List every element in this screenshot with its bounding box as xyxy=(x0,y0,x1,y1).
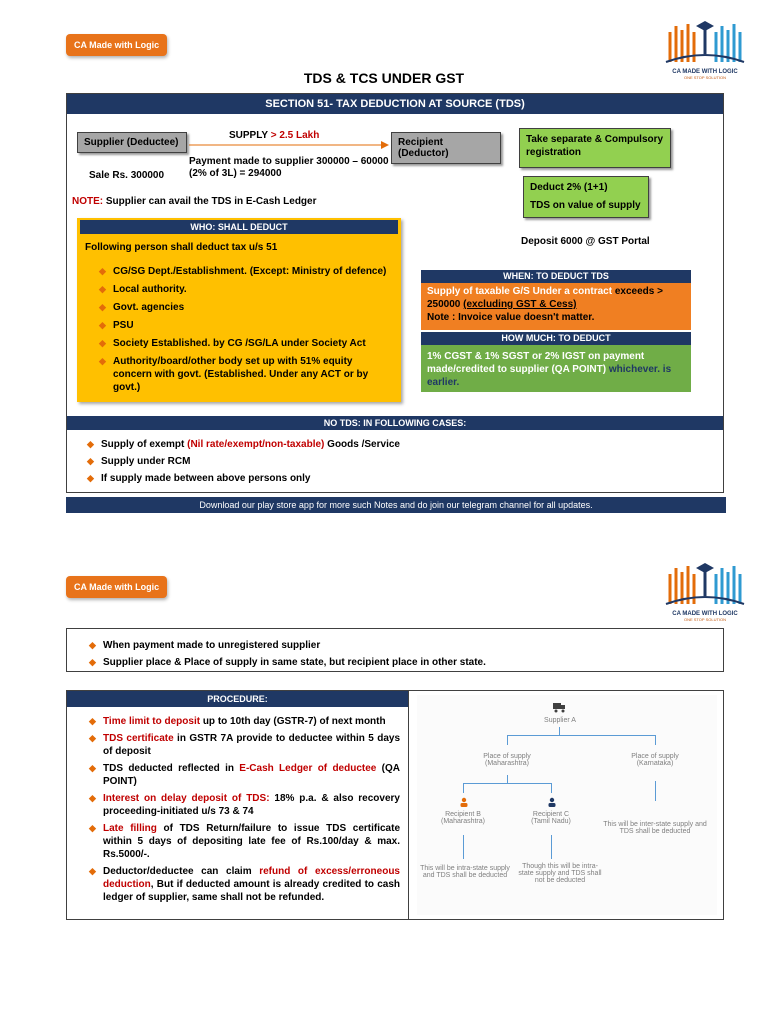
recipient-b-node: Recipient B (Maharashtra) xyxy=(441,811,485,825)
procedure-list xyxy=(67,707,408,904)
supply-label: SUPPLY > 2.5 Lakh xyxy=(229,130,320,141)
who-item: ◆ Govt. agencies xyxy=(99,302,185,313)
supply-diagram xyxy=(417,695,717,915)
logo-tagline: ONE STOP SOLUTION xyxy=(683,617,727,622)
footer-banner: Download our play store app for more such Notes and do join our telegram channel for all updates. xyxy=(66,497,726,513)
how-much-header: HOW MUCH: TO DEDUCT xyxy=(421,332,691,345)
brand-badge: CA Made with Logic xyxy=(66,34,167,56)
no-tds-item: ◆ If supply made between above persons only xyxy=(87,473,311,484)
diamond-bullet-icon: ◆ xyxy=(89,823,96,833)
connector-line xyxy=(463,783,551,784)
continued-cases-list xyxy=(67,629,723,669)
continued-cases-box xyxy=(66,628,724,672)
no-tds-header: NO TDS: IN FOLLOWING CASES: xyxy=(67,416,723,430)
when-box xyxy=(421,270,691,330)
no-tds-item: ◆ Supply of exempt (Nil rate/exempt/non-taxable) Goods /Service xyxy=(87,439,400,450)
pos-karnataka-node: Place of supply (Karnataka) xyxy=(631,753,679,767)
who-item: ◆ Society Established. by CG /SG/LA under Society Act xyxy=(99,338,366,349)
diamond-bullet-icon: ◆ xyxy=(89,793,96,803)
connector-line xyxy=(507,735,655,736)
logo-name: CA MADE WITH LOGIC xyxy=(672,69,738,75)
diamond-bullet-icon: ◆ xyxy=(89,640,96,650)
no-tds-item: ◆ Supplier place & Place of supply in same state, but recipient place in other state. xyxy=(89,657,486,668)
procedure-frame xyxy=(66,690,724,920)
diamond-bullet-icon: ◆ xyxy=(99,338,106,348)
diamond-bullet-icon: ◆ xyxy=(99,302,106,312)
recipient-c-node: Recipient C (Tamil Nadu) xyxy=(531,811,571,825)
procedure-item: ◆ Deductor/deductee can claim refund of excess/erroneous deduction, But if deducted amount is already credited to cash ledger of supplier, same shall not be refunded. xyxy=(89,866,400,903)
diamond-bullet-icon: ◆ xyxy=(89,657,96,667)
diamond-bullet-icon: ◆ xyxy=(99,284,106,294)
logo-tagline: ONE STOP SOLUTION xyxy=(683,75,727,80)
diamond-bullet-icon: ◆ xyxy=(89,763,96,773)
brand-logo xyxy=(660,18,750,78)
diamond-bullet-icon: ◆ xyxy=(87,456,94,466)
sale-text: Sale Rs. 300000 xyxy=(89,170,165,181)
diamond-bullet-icon: ◆ xyxy=(99,356,106,366)
diamond-bullet-icon: ◆ xyxy=(89,716,96,726)
procedure-header: PROCEDURE: xyxy=(67,691,408,707)
who-intro: Following person shall deduct tax u/s 51 xyxy=(85,242,278,253)
supply-arrow-icon xyxy=(189,140,389,150)
supplier-box: Supplier (Deductee) xyxy=(77,132,187,153)
who-item: ◆ CG/SG Dept./Establishment. (Except: Ministry of defence) xyxy=(99,266,387,277)
logo-books-icon xyxy=(660,18,750,66)
diamond-bullet-icon: ◆ xyxy=(99,320,106,330)
brand-badge-page2: CA Made with Logic xyxy=(66,576,167,598)
recipient-c-note: Though this will be intra-state supply and TDS shall not be deducted xyxy=(518,863,602,884)
connector-line xyxy=(507,735,508,745)
diamond-bullet-icon: ◆ xyxy=(87,439,94,449)
who-shall-deduct-box xyxy=(77,218,401,402)
connector-line xyxy=(463,783,464,793)
who-item: ◆ Local authority. xyxy=(99,284,187,295)
how-much-text: 1% CGST & 1% SGST or 2% IGST on payment made/credited to supplier (QA POINT) whichever. is earlier. xyxy=(427,351,672,388)
truck-icon xyxy=(552,701,566,713)
recipient-b-note: This will be intra-state supply and TDS shall be deducted xyxy=(420,865,510,879)
supplier-node: Supplier A xyxy=(544,717,576,724)
who-item: ◆ Authority/board/other body set up with 51% equity concern with govt. (Established. Under any ACT or by govt.) xyxy=(99,356,369,393)
connector-line xyxy=(551,783,552,793)
deduct-box: Deduct 2% (1+1) TDS on value of supply xyxy=(523,176,649,218)
brand-logo-page2 xyxy=(660,560,750,620)
diamond-bullet-icon: ◆ xyxy=(87,473,94,483)
logo-name: CA MADE WITH LOGIC xyxy=(672,611,738,617)
procedure-item: ◆ Late filling of TDS Return/failure to issue TDS certificate within 5 days of depositing late fee of Rs.100/day & max. Rs.5000/-. xyxy=(89,823,400,860)
connector-line xyxy=(655,781,656,801)
connector-line xyxy=(551,835,552,859)
procedure-item: ◆ TDS deducted reflected in E-Cash Ledger of deductee (QA POINT) xyxy=(89,763,401,787)
how-much-box xyxy=(421,332,691,392)
recipient-box: Recipient (Deductor) xyxy=(391,132,501,164)
no-tds-list xyxy=(83,438,683,489)
procedure-item: ◆ TDS certificate in GSTR 7A provide to deductee within 5 days of deposit xyxy=(89,733,401,757)
no-tds-item: ◆ When payment made to unregistered supplier xyxy=(89,640,321,651)
payment-text: Payment made to supplier 300000 – 60000 (2% of 3L) = 294000 xyxy=(189,156,389,179)
deposit-text: Deposit 6000 @ GST Portal xyxy=(521,236,650,247)
logo-books-icon xyxy=(660,560,750,608)
page-title: TDS & TCS UNDER GST xyxy=(303,70,465,86)
section-header: SECTION 51- TAX DEDUCTION AT SOURCE (TDS) xyxy=(67,94,723,114)
when-text: Supply of taxable G/S Under a contract exceeds > 250000 (excluding GST & Cess) Note : Invoice value doesn't matter. xyxy=(427,286,663,323)
diamond-bullet-icon: ◆ xyxy=(99,266,106,276)
when-header: WHEN: TO DEDUCT TDS xyxy=(421,270,691,283)
connector-line xyxy=(463,835,464,859)
procedure-item: ◆ Time limit to deposit up to 10th day (GSTR-7) of next month xyxy=(89,716,386,727)
pos-maharashtra-node: Place of supply (Maharashtra) xyxy=(483,753,531,767)
karnataka-note: This will be inter-state supply and TDS shall be deducted xyxy=(603,821,707,835)
note-text: NOTE: Supplier can avail the TDS in E-Cash Ledger xyxy=(72,196,317,207)
who-header: WHO: SHALL DEDUCT xyxy=(80,220,398,234)
who-item: ◆ PSU xyxy=(99,320,134,331)
no-tds-item: ◆ Supply under RCM xyxy=(87,456,191,467)
tds-section-frame xyxy=(66,93,724,493)
diamond-bullet-icon: ◆ xyxy=(89,866,96,876)
procedure-column xyxy=(67,691,409,919)
who-list xyxy=(77,253,401,394)
connector-line xyxy=(507,775,508,783)
diamond-bullet-icon: ◆ xyxy=(89,733,96,743)
person-icon xyxy=(547,797,557,807)
connector-line xyxy=(655,735,656,745)
person-icon xyxy=(459,797,469,807)
registration-box: Take separate & Compulsory registration xyxy=(519,128,671,168)
procedure-item: ◆ Interest on delay deposit of TDS: 18% p.a. & also recovery proceeding-initiated u/s 73 & 74 xyxy=(89,793,400,817)
connector-line xyxy=(559,727,560,735)
